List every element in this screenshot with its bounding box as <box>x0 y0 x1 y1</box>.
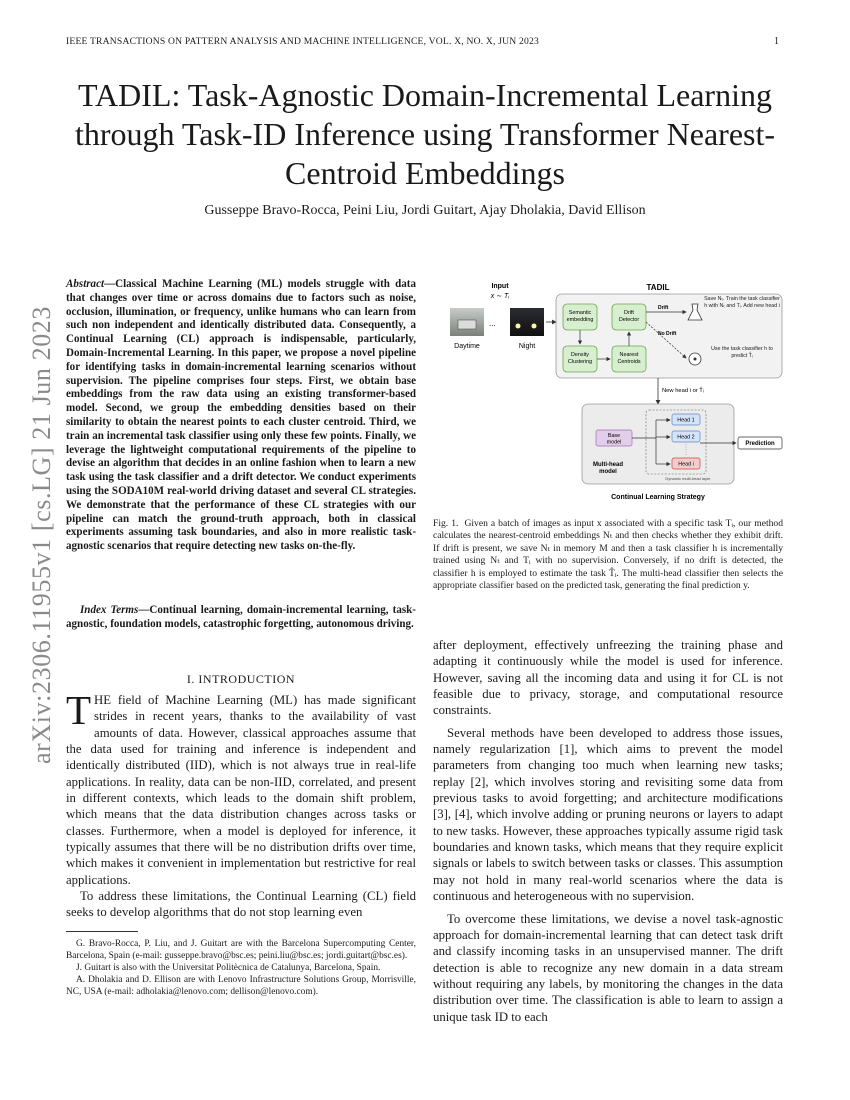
index-terms-text: Continual learning, domain-incremental learning, task-agnostic, foundation models, catastrophic forgetting, autonomous driving. <box>66 604 416 630</box>
fig-head2: Head 2 <box>677 434 695 441</box>
use-text-box <box>704 346 780 376</box>
intro-paragraph-1-text: HE field of Machine Learning (ML) has made significant strides in recent years, thanks to the availability of vast amounts of data. However, classical approaches assume that the data used for training and inference is independent and identically distributed (IID), which is not always true in real-life applications. In reality, data can be non-IID, correlated, and present in different contexts, which leads to the domain shift problem, which means that the data distribution changes across tasks or classes. Furthermore, when a model is deployed for inference, it typically assumes that there will be no distribution drifts over time, which makes it convenient in implementation but restrictive for real applications. <box>66 693 416 887</box>
author-list: Gusseppe Bravo-Rocca, Peini Liu, Jordi Guitart, Ajay Dholakia, David Ellison <box>204 203 646 218</box>
intro-paragraph-1 <box>66 687 416 888</box>
introduction-text <box>66 687 416 921</box>
running-head: IEEE TRANSACTIONS ON PATTERN ANALYSIS AND MACHINE INTELLIGENCE, VOL. X, NO. X, JUN 2023 <box>66 36 540 47</box>
fig-drift: Drift <box>658 305 669 311</box>
fig-save-text: Save Nₜ. Train the task classifier h with Nₜ and Tᵢ. Add new head i <box>704 296 780 309</box>
fig-strategy: Continual Learning Strategy <box>611 494 705 501</box>
fig-density: Density Clustering <box>567 352 593 365</box>
save-text-box <box>704 296 780 338</box>
right-paragraph-2: Several methods have been developed to address those issues, namely regularization [1], which aims to prevent the model parameters from changing too much when learning new tasks; replay [2], which involves storing and revisiting some data from previous tasks to avoid forgetting; and architecture modifications [3], [4], which involve adding or pruning neurons or layers to adapt to new tasks. However, these approaches typically assume rigid task boundaries and known tasks, which means that they require explicit signals or labels to switch between tasks or classes. This assumption may not hold in many real-world scenarios where the data is continuous and heterogeneous with no supervision. <box>433 725 783 904</box>
index-terms-label: Index Terms <box>80 604 139 616</box>
fig-dynamic: Dynamic multi-head layer <box>665 476 711 481</box>
abstract: Abstract—Classical Machine Learning (ML) models struggle with data that changes over time or across domains due to factors such as noise, occlusion, illumination, or frequency, unlike humans who can learn from such non independent and identically distributed data. Consequently, a Continual Learning (CL) approach is indispensable, particularly, Domain-Incremental Learning. In this paper, we propose a novel pipeline for identifying tasks in domain-incremental learning scenarios without supervision. The pipeline comprises four steps. First, we obtain base embeddings from the raw data using an existing transformer-based model. Second, we group the embedding densities based on their similarity to obtain the nearest points to each cluster centroid. Third, we train an incremental task classifier using only these few points. Finally, we leverage the lightweight computational requirements of the pipeline to devise an algorithm that decides in an online fashion when to learn a new task using the task classifier and a drift detector. We conduct experiments using the SODA10M real-world driving dataset and several CL strategies. We demonstrate that the performance of these CL strategies with our pipeline can match the ground-truth approach, both in classical experiments assuming task boundaries, and also in more realistic task-agnostic scenarios that require detecting new tasks on-the-fly. <box>66 278 416 553</box>
fig-semantic: Semantic embedding <box>566 310 594 323</box>
footnote-3: A. Dholakia and D. Ellison are with Lenovo Infrastructure Solutions Group, Morrisville, NC, USA (e-mail: adholakia@lenovo.com; dellison@lenovo.com). <box>66 975 416 998</box>
page-number: 1 <box>774 36 779 47</box>
caption-text: Given a batch of images as input x associated with a specific task Tᵢ, our method calculates the nearest-centroid embeddings Nₜ and then checks whether they exhibit drift. If drift is present, we save Nₜ in memory M and then a task classifier h is incrementally trained using Nₜ and Tᵢ with no supervision. Conversely, if no drift is detected, the classifier h is employed to estimate the task T̂ᵢ. The multi-head classifier then selects the appropriate classifier based on the predicted task, generating the final prediction y. <box>433 518 784 592</box>
arxiv-watermark: arXiv:2306.11955v1 [cs.LG] 21 Jun 2023 <box>27 306 56 765</box>
right-column-text <box>433 637 783 1025</box>
figure-caption <box>433 518 783 592</box>
paper-title: TADIL: Task-Agnostic Domain-Incremental Learning through Task-ID Inference using Transformer Nearest-Centroid Embeddings <box>74 77 776 191</box>
figure-1-diagram <box>446 280 786 505</box>
fig-tadil-label: TADIL <box>646 283 670 292</box>
fig-input-math: x ∼ Tᵢ <box>490 293 510 300</box>
index-terms: Index Terms—Continual learning, domain-incremental learning, task-agnostic, foundation models, catastrophic forgetting, autonomous driving. <box>66 604 416 630</box>
fig-night-label: Night <box>518 343 536 350</box>
fig-nearest: Nearest Centroids <box>617 352 641 365</box>
fig-multihead: Multi-head model <box>593 462 623 475</box>
fig-prediction: Prediction <box>745 441 775 447</box>
fig-input-label: Input <box>491 283 509 290</box>
dropcap: T <box>66 687 92 733</box>
caption-label: Fig. 1. <box>433 518 459 529</box>
headlight-right <box>532 324 537 329</box>
section-heading: I. INTRODUCTION <box>186 672 296 686</box>
footnote-2: J. Guitart is also with the Universitat Politècnica de Catalunya, Barcelona, Spain. <box>76 963 381 974</box>
car-shape-day <box>458 320 476 329</box>
abstract-label: Abstract <box>66 278 105 290</box>
fig-base-model: Base model <box>606 433 622 446</box>
right-paragraph-3: To overcome these limitations, we devise a novel task-agnostic approach for domain-incremental learning that can detect task drift and classify incoming tasks in an unsupervised manner. The drift detection is able to recognize any new domain in a data stream without requiring any labels, by monitoring the changes in the data distribution over time. The classification is able to learn to assign a unique task ID to each <box>433 911 783 1024</box>
footnote-rule <box>66 931 138 932</box>
right-paragraph-1: after deployment, effectively unfreezing the training phase and adapting it continuously while the model is used for inference. However, saving all the incoming data and using it for CL is not feasible due to privacy, storage, and computational resource constraints. <box>433 638 783 718</box>
network-icon-node <box>694 358 697 361</box>
intro-paragraph-2: To address these limitations, the Continual Learning (CL) field seeks to develop algorithms that do not stop learning even <box>66 889 416 920</box>
footnote-1: G. Bravo-Rocca, P. Liu, and J. Guitart are with the Barcelona Supercomputing Center, Barcelona, Spain (e-mail: gusseppe.bravo@bsc.es; peini.liu@bsc.es; jordi.guitart@bsc.es). <box>66 939 416 962</box>
headlight-left <box>516 324 521 329</box>
fig-headi: Head i <box>678 461 694 468</box>
night-image <box>510 308 544 336</box>
footnotes <box>66 938 416 998</box>
fig-no-drift: No Drift <box>658 331 677 337</box>
fig-ellipsis: ... <box>489 319 496 328</box>
fig-new-head: New head i or T̂ᵢ <box>662 388 704 394</box>
abstract-text: Classical Machine Learning (ML) models struggle with data that changes over time or across domains due to factors such as noise, occlusion, illumination, or frequency, unlike humans who can learn from such non independent and identically distributed data. Consequently, a Continual Learning (CL) approach is indispensable, particularly, Domain-Incremental Learning. In this paper, we propose a novel pipeline for identifying tasks in domain-incremental learning scenarios without supervision. The pipeline comprises four steps. First, we obtain base embeddings from the raw data using an existing transformer-based model. Second, we group the embedding densities based on their similarity to obtain the nearest points to each cluster centroid. Third, we train an incremental task classifier using only these few points. Finally, we leverage the lightweight computational requirements of the pipeline to devise an algorithm that decides in an online fashion when to learn a new task using the task classifier and a drift detector. We conduct experiments using the SODA10M real-world driving dataset and several CL strategies. We demonstrate that the performance of these CL strategies with our pipeline can match the ground-truth approach, both in classical experiments assuming task boundaries, and also in more realistic task-agnostic scenarios that require detecting new tasks on-the-fly. <box>66 278 416 553</box>
fig-use-text: Use the task classifier h to predict T̂ᵢ <box>711 346 773 359</box>
fig-daytime-label: Daytime <box>454 343 480 350</box>
fig-drift-detector: Drift Detector <box>618 310 640 323</box>
fig-head1: Head 1 <box>677 417 695 424</box>
